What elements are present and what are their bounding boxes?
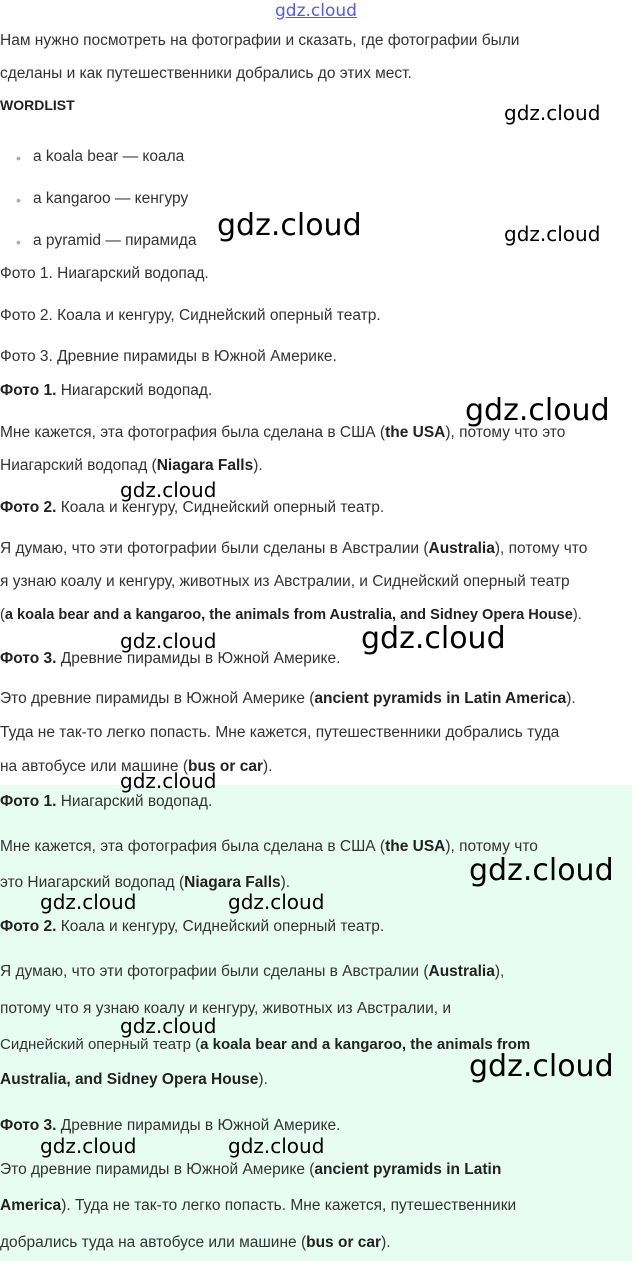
answer2-text: Сиднейский оперный театр (a koala bear and a kangaroo, the animals from <box>0 1036 531 1053</box>
answer2-text: это Ниагарский водопад (Niagara Falls). <box>0 874 291 891</box>
answer2-text: Australia, and Sidney Opera House). <box>0 1071 268 1088</box>
watermark: gdz.cloud <box>504 101 601 125</box>
wordlist-item: a pyramid — пирамида <box>33 232 197 249</box>
photo-caption: Фото 1. Ниагарский водопад. <box>0 265 209 282</box>
watermark: gdz.cloud <box>40 1134 137 1158</box>
photo-caption: Фото 2. Коала и кенгуру, Сиднейский оперный театр. <box>0 307 381 324</box>
watermark: gdz.cloud <box>504 222 601 246</box>
answer1-photo3-heading: Фото 3. Древние пирамиды в Южной Америке. <box>0 650 341 667</box>
answer1-photo1-heading: Фото 1. Ниагарский водопад. <box>0 382 213 399</box>
wordlist-item: a kangaroo — кенгуру <box>33 190 189 207</box>
wordlist-title: WORDLIST <box>0 97 75 113</box>
intro-line-2: сделаны и как путешественники добрались до этих мест. <box>0 65 412 82</box>
watermark: gdz.cloud <box>217 208 362 243</box>
answer1-text: Туда не так-то легко попасть. Мне кажется, путешественники добрались туда <box>0 724 560 741</box>
watermark: gdz.cloud <box>120 478 217 502</box>
bullet-icon: • <box>16 192 21 208</box>
answer1-text: Это древние пирамиды в Южной Америке (ancient pyramids in Latin America). <box>0 690 576 707</box>
answer1-photo2-heading: Фото 2. Коала и кенгуру, Сиднейский оперный театр. <box>0 499 385 516</box>
photo-caption: Фото 3. Древние пирамиды в Южной Америке. <box>0 348 337 365</box>
answer2-text: Мне кажется, эта фотография была сделана в США (the USA), потому что <box>0 838 538 855</box>
answer1-text: (a koala bear and a kangaroo, the animals from Australia, and Sidney Opera House). <box>0 607 582 623</box>
watermark: gdz.cloud <box>465 393 610 428</box>
watermark: gdz.cloud <box>361 621 506 656</box>
wordlist-item: a koala bear — коала <box>33 148 185 165</box>
answer2-text: добрались туда на автобусе или машине (bus or car). <box>0 1234 391 1251</box>
watermark: gdz.cloud <box>120 629 217 653</box>
site-link[interactable]: gdz.cloud <box>275 1 357 21</box>
answer2-text: Это древние пирамиды в Южной Америке (ancient pyramids in Latin <box>0 1161 502 1178</box>
watermark: gdz.cloud <box>120 769 217 793</box>
bullet-icon: • <box>16 234 21 250</box>
answer2-photo2-heading: Фото 2. Коала и кенгуру, Сиднейский оперный театр. <box>0 918 385 935</box>
answer1-text: Мне кажется, эта фотография была сделана в США (the USA), потому что это <box>0 424 566 441</box>
answer2-photo3-heading: Фото 3. Древние пирамиды в Южной Америке. <box>0 1117 341 1134</box>
answer1-text: Ниагарский водопад (Niagara Falls). <box>0 457 263 474</box>
answer2-photo1-heading: Фото 1. Ниагарский водопад. <box>0 793 213 810</box>
watermark: gdz.cloud <box>228 1134 325 1158</box>
bullet-icon: • <box>16 150 21 166</box>
answer2-text: America). Туда не так-то легко попасть. Мне кажется, путешественники <box>0 1197 517 1214</box>
watermark: gdz.cloud <box>228 890 325 914</box>
watermark: gdz.cloud <box>40 890 137 914</box>
answer1-text: я узнаю коалу и кенгуру, животных из Австралии, и Сиднейский оперный театр <box>0 573 570 590</box>
watermark: gdz.cloud <box>120 1014 217 1038</box>
answer2-text: потому что я узнаю коалу и кенгуру, животных из Австралии, и <box>0 1000 451 1017</box>
answer2-text: Я думаю, что эти фотографии были сделаны в Австралии (Australia), <box>0 963 505 980</box>
intro-line-1: Нам нужно посмотреть на фотографии и сказать, где фотографии были <box>0 32 520 49</box>
answer1-text: Я думаю, что эти фотографии были сделаны в Австралии (Australia), потому что <box>0 540 588 557</box>
answer1-text: на автобусе или машине (bus or car). <box>0 758 273 775</box>
watermark: gdz.cloud <box>469 1049 614 1084</box>
watermark: gdz.cloud <box>469 853 614 888</box>
